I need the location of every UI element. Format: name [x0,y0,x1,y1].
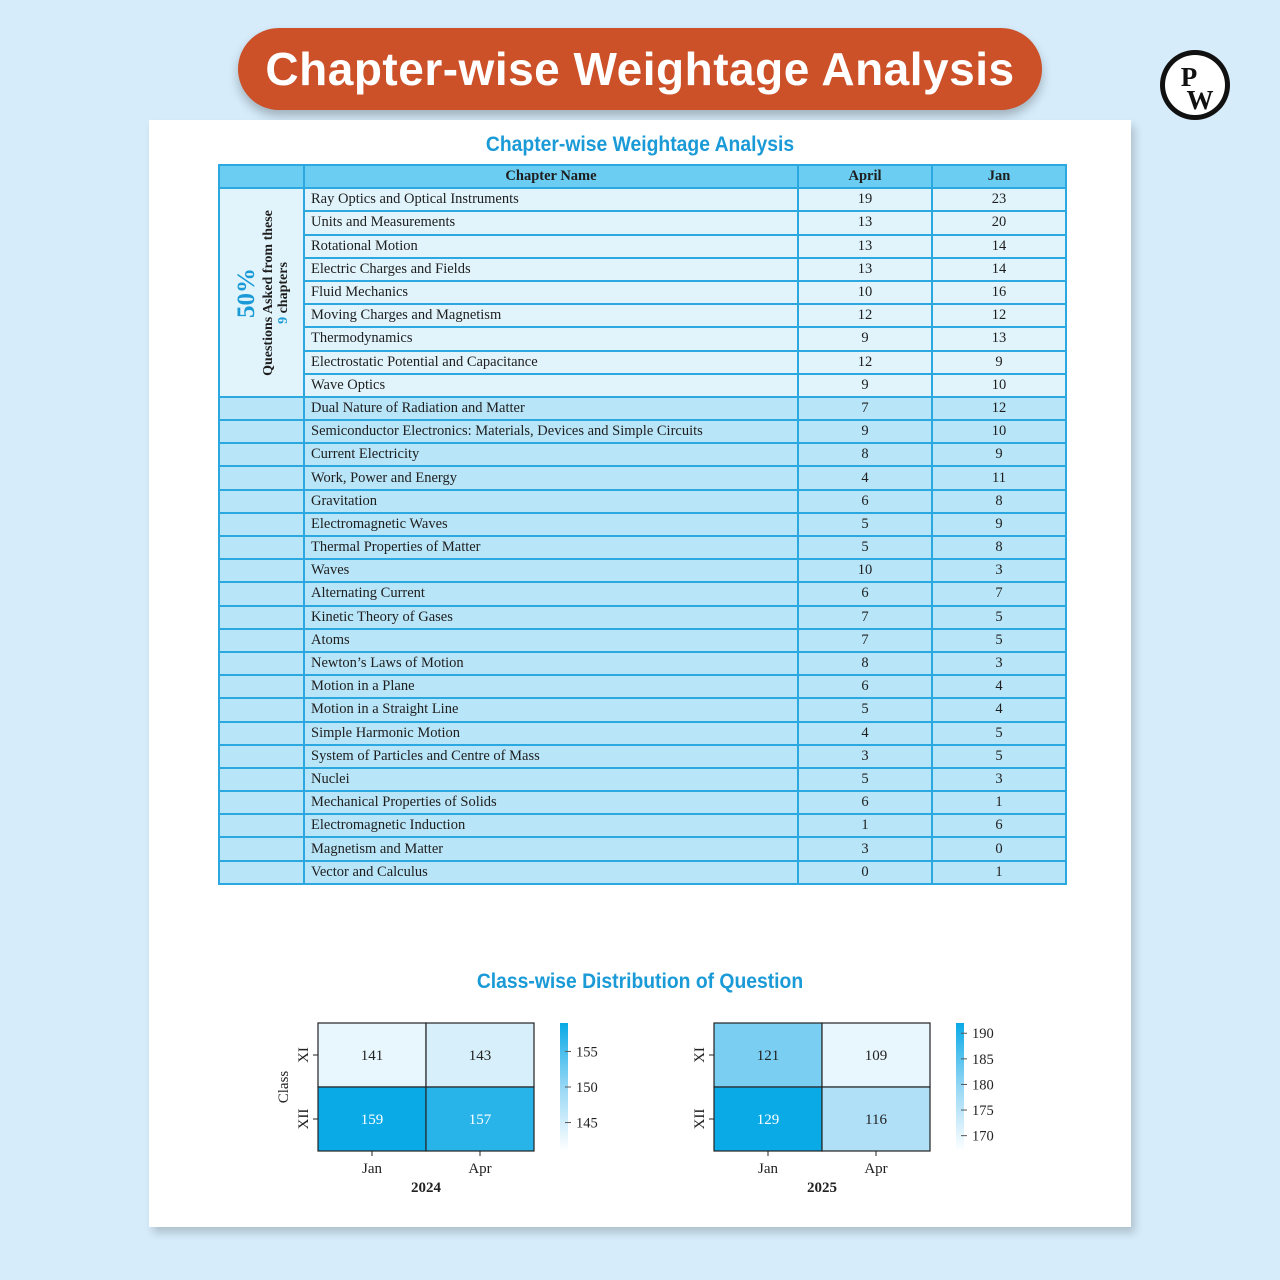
x-axis-title: 2024 [411,1180,441,1196]
blank-cell [219,466,304,489]
april-cell: 9 [798,374,932,397]
april-cell: 6 [798,675,932,698]
colorbar-tick-label: 155 [576,1044,598,1061]
table-row [219,675,1066,698]
table-row [219,466,1066,489]
blank-cell [219,791,304,814]
jan-cell: 9 [932,513,1066,536]
chapter-cell: Ray Optics and Optical Instruments [304,188,798,211]
april-cell: 5 [798,768,932,791]
y-tick-label: XI [692,1047,708,1063]
table-row [219,768,1066,791]
title-banner [238,28,1042,110]
table-row [219,374,1066,397]
chapter-cell: Newton’s Laws of Motion [304,652,798,675]
blank-cell [219,745,304,768]
table-row [219,814,1066,837]
heatmap-cell-value: 143 [468,1048,492,1064]
x-tick-label: Apr [468,1161,492,1177]
april-cell: 6 [798,490,932,513]
table-row [219,188,1066,211]
chapter-cell: Mechanical Properties of Solids [304,791,798,814]
x-tick-label: Jan [758,1161,778,1177]
heatmap-cell-value: 116 [865,1112,887,1128]
jan-cell: 5 [932,745,1066,768]
heatmap-cell-value: 129 [756,1112,780,1128]
jan-cell: 20 [932,211,1066,234]
jan-cell: 10 [932,420,1066,443]
blank-cell [219,629,304,652]
header-jan: Jan [932,165,1066,188]
blank-cell [219,861,304,884]
heatmap-cell-value: 121 [756,1048,780,1064]
table-row [219,351,1066,374]
april-cell: 9 [798,327,932,350]
table-row [219,420,1066,443]
table-row [219,837,1066,860]
jan-cell: 16 [932,281,1066,304]
jan-cell: 6 [932,814,1066,837]
y-tick-label: XI [296,1047,312,1063]
colorbar-tick-label: 175 [972,1103,994,1120]
weightage-table [218,164,1067,885]
chapter-cell: Wave Optics [304,374,798,397]
table-row [219,652,1066,675]
april-cell: 6 [798,791,932,814]
heatmap-cell-value: 159 [360,1112,384,1128]
content-card [149,120,1131,1227]
april-cell: 4 [798,466,932,489]
april-cell: 3 [798,745,932,768]
table-row [219,327,1066,350]
april-cell: 0 [798,861,932,884]
april-cell: 8 [798,652,932,675]
chapter-cell: Fluid Mechanics [304,281,798,304]
blank-cell [219,698,304,721]
jan-cell: 23 [932,188,1066,211]
table-row [219,722,1066,745]
side-note-percent: 50% [232,267,260,318]
blank-cell [219,397,304,420]
jan-cell: 3 [932,559,1066,582]
heatmap-cell-value: 109 [864,1048,888,1064]
blank-cell [219,722,304,745]
table-row [219,536,1066,559]
table-header-row [219,165,1066,188]
side-note-cell [219,188,304,397]
chapter-cell: Magnetism and Matter [304,837,798,860]
side-note-line1: Questions Asked from these [259,209,275,376]
blank-cell [219,420,304,443]
blank-cell [219,652,304,675]
chapter-cell: Alternating Current [304,582,798,605]
table-row [219,698,1066,721]
heatmap-2024 [269,1010,619,1210]
jan-cell: 4 [932,698,1066,721]
blank-cell [219,582,304,605]
chapter-cell: Kinetic Theory of Gases [304,606,798,629]
heatmap-2025 [665,1010,1015,1210]
y-tick-label: XII [692,1108,708,1130]
header-chapter: Chapter Name [304,165,798,188]
svg-text:P: P [1180,62,1198,92]
y-axis-title: Class [276,1070,292,1104]
side-note-line2: chapters [275,261,291,313]
blank-cell [219,606,304,629]
table-row [219,235,1066,258]
chapter-cell: Electromagnetic Waves [304,513,798,536]
colorbar-tick-label: 185 [972,1051,994,1068]
jan-cell: 3 [932,768,1066,791]
chapter-cell: Electrostatic Potential and Capacitance [304,351,798,374]
jan-cell: 5 [932,629,1066,652]
april-cell: 1 [798,814,932,837]
jan-cell: 4 [932,675,1066,698]
blank-cell [219,814,304,837]
jan-cell: 8 [932,490,1066,513]
colorbar-tick-label: 150 [576,1080,598,1096]
chapter-cell: Moving Charges and Magnetism [304,304,798,327]
table-row [219,791,1066,814]
table-row [219,745,1066,768]
april-cell: 4 [798,722,932,745]
jan-cell: 3 [932,652,1066,675]
chapter-cell: Semiconductor Electronics: Materials, Devices and Simple Circuits [304,420,798,443]
heatmap-cell-value: 141 [360,1048,384,1064]
blank-cell [219,768,304,791]
blank-cell [219,443,304,466]
chapter-cell: Thermal Properties of Matter [304,536,798,559]
table-row [219,281,1066,304]
banner-title: Chapter-wise Weightage Analysis [265,43,1015,95]
chapter-cell: Motion in a Straight Line [304,698,798,721]
chapter-cell: Vector and Calculus [304,861,798,884]
april-cell: 13 [798,211,932,234]
april-cell: 9 [798,420,932,443]
table-row [219,513,1066,536]
blank-cell [219,513,304,536]
chapter-cell: Simple Harmonic Motion [304,722,798,745]
april-cell: 13 [798,235,932,258]
chapter-cell: Work, Power and Energy [304,466,798,489]
chapter-cell: Motion in a Plane [304,675,798,698]
table-row [219,629,1066,652]
jan-cell: 13 [932,327,1066,350]
table-row [219,606,1066,629]
blank-cell [219,559,304,582]
heatmap-title: Class-wise Distribution of Question [476,970,804,993]
header-blank [219,165,304,188]
april-cell: 19 [798,188,932,211]
april-cell: 8 [798,443,932,466]
chapter-cell: System of Particles and Centre of Mass [304,745,798,768]
april-cell: 7 [798,606,932,629]
chapter-cell: Units and Measurements [304,211,798,234]
x-tick-label: Apr [864,1161,888,1177]
chapter-cell: Gravitation [304,490,798,513]
jan-cell: 1 [932,791,1066,814]
table-row [219,211,1066,234]
chapter-cell: Electric Charges and Fields [304,258,798,281]
colorbar-tick-label: 180 [972,1077,994,1094]
april-cell: 7 [798,397,932,420]
side-note [232,210,290,376]
jan-cell: 9 [932,443,1066,466]
header-april: April [798,165,932,188]
colorbar-tick-label: 190 [972,1026,994,1043]
colorbar [956,1023,964,1151]
jan-cell: 14 [932,258,1066,281]
colorbar-tick-label: 145 [576,1115,598,1132]
jan-cell: 5 [932,606,1066,629]
table-row [219,861,1066,884]
chapter-cell: Current Electricity [304,443,798,466]
chapter-cell: Waves [304,559,798,582]
blank-cell [219,536,304,559]
side-note-number: 9 [275,316,291,324]
chapter-cell: Thermodynamics [304,327,798,350]
jan-cell: 14 [932,235,1066,258]
table-row [219,304,1066,327]
chapter-cell: Rotational Motion [304,235,798,258]
chapter-cell: Electromagnetic Induction [304,814,798,837]
april-cell: 3 [798,837,932,860]
heatmap-cell-value: 157 [468,1112,492,1128]
table-title: Chapter-wise Weightage Analysis [485,133,795,156]
table-row [219,582,1066,605]
april-cell: 12 [798,351,932,374]
april-cell: 7 [798,629,932,652]
svg-text:W: W [1186,85,1214,115]
april-cell: 5 [798,536,932,559]
jan-cell: 12 [932,304,1066,327]
y-tick-label: XII [296,1108,312,1130]
x-tick-label: Jan [362,1161,382,1177]
jan-cell: 7 [932,582,1066,605]
chapter-cell: Atoms [304,629,798,652]
blank-cell [219,675,304,698]
table-row [219,490,1066,513]
april-cell: 10 [798,281,932,304]
blank-cell [219,490,304,513]
chapter-cell: Nuclei [304,768,798,791]
april-cell: 5 [798,513,932,536]
table-row [219,397,1066,420]
pw-logo [1158,48,1232,122]
x-axis-title: 2025 [807,1180,837,1196]
april-cell: 6 [798,582,932,605]
jan-cell: 12 [932,397,1066,420]
colorbar-tick-label: 170 [972,1128,994,1145]
april-cell: 10 [798,559,932,582]
april-cell: 12 [798,304,932,327]
jan-cell: 10 [932,374,1066,397]
jan-cell: 1 [932,861,1066,884]
jan-cell: 9 [932,351,1066,374]
table-row [219,443,1066,466]
blank-cell [219,837,304,860]
table-row [219,258,1066,281]
jan-cell: 11 [932,466,1066,489]
table-row [219,559,1066,582]
jan-cell: 5 [932,722,1066,745]
april-cell: 5 [798,698,932,721]
april-cell: 13 [798,258,932,281]
chapter-cell: Dual Nature of Radiation and Matter [304,397,798,420]
jan-cell: 0 [932,837,1066,860]
jan-cell: 8 [932,536,1066,559]
